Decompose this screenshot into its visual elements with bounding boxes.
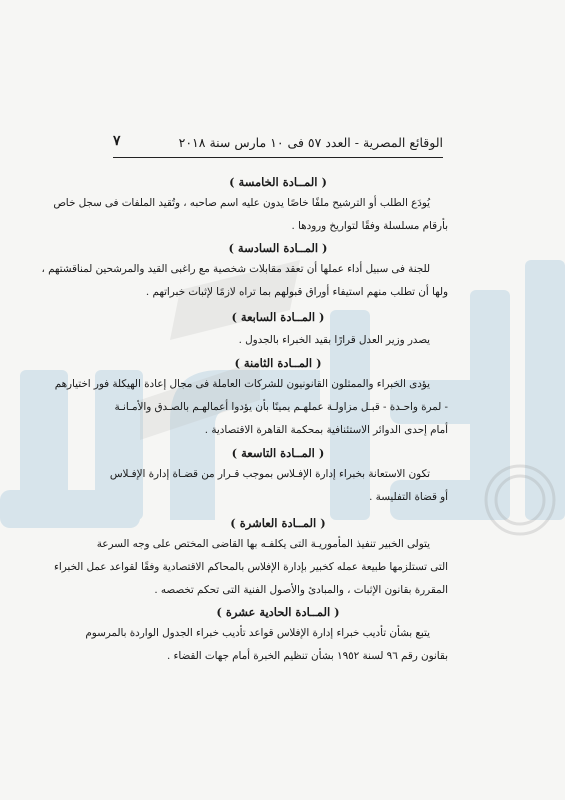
article-9-text [109,463,448,509]
article-6-text [41,258,448,304]
article-5-heading: ( المــادة الخامسة ) [229,175,327,189]
article-10-line-1: يتولى الخبير تنفيذ المأموريـة التى يكلفـه بها القاضى المختص على وجه السرعة [96,538,430,550]
article-7-line-1: يصدر وزير العدل قرارًا بقيد الخبراء بالجدول . [238,334,430,346]
article-8-heading: ( المــادة الثامنة ) [234,356,322,370]
article-5-line-1: يُودَع الطلب أو الترشيح ملفًا خاصًا يدون عليه اسم صاحبه ، وتُقيد الملفات فى سجل خاص [53,197,430,209]
article-8-text [54,373,448,442]
article-6-heading: ( المــادة السادسة ) [228,241,328,255]
article-11-heading: ( المــادة الحادية عشرة ) [216,605,340,619]
article-10-line-2: التى تستلزمها طبيعة عمله كخبير بإدارة الإفلاس بالمحاكم الاقتصادية وفقًا لقواعد عمل الخبراء [54,561,448,573]
article-11-text [85,622,448,668]
article-5-line-2: بأرقام مسلسلة وفقًا لتواريخ ورودها . [291,220,448,232]
article-11-line-1: يتبع بشأن تأديب خبراء إدارة الإفلاس قواعد تأديب خبراء الجدول الواردة بالمرسوم [85,627,430,639]
header-divider [113,157,443,158]
article-8-line-2: - لمرة واحـدة - قبـل مزاولـة عملهـم يمينًا بأن يؤدوا أعمالهـم بالصـدق والأمـانـة [114,401,448,413]
page-number: ٧ [113,133,121,149]
gazette-title: الوقائع المصرية - العدد ٥٧ فى ١٠ مارس سنة ٢٠١٨ [178,135,443,150]
article-7-text [113,329,448,352]
article-10-heading: ( المــادة العاشرة ) [230,516,326,530]
article-5-text [53,192,448,238]
article-10-text [54,533,448,602]
article-10-line-3: المقررة بقانون الإثبات ، والمبادئ والأصول الفنية التى تحكم تخصصه . [154,584,448,596]
article-6-line-2: ولها أن تطلب منهم استيفاء أوراق قبولهم بما تراه لازمًا لإثبات خبراتهم . [145,286,448,298]
article-9-line-1: تكون الاستعانة بخبراء إدارة الإفـلاس بموجب قـرار من قضـاة إدارة الإفـلاس [109,468,430,480]
article-7-heading: ( المــادة السابعة ) [231,310,325,324]
article-9-heading: ( المــادة التاسعة ) [231,446,325,460]
article-8-line-3: أمام إحدى الدوائر الاستئنافية بمحكمة القاهرة الاقتصادية . [204,424,448,436]
article-9-line-2: أو قضاة التفليسة . [369,491,448,503]
article-8-line-1: يؤدى الخبراء والممثلون القانونيون للشركات العاملة فى مجال إعادة الهيكلة فور اختيارهم [54,378,430,390]
page-header [113,133,443,155]
article-6-line-1: للجنة فى سبيل أداء عملها أن تعقد مقابلات شخصية مع راغبى القيد والمرشحين لمناقشتهم ، [41,263,430,275]
article-11-line-2: بقانون رقم ٩٦ لسنة ١٩٥٢ بشأن تنظيم الخبرة أمام جهات القضاء . [166,650,448,662]
